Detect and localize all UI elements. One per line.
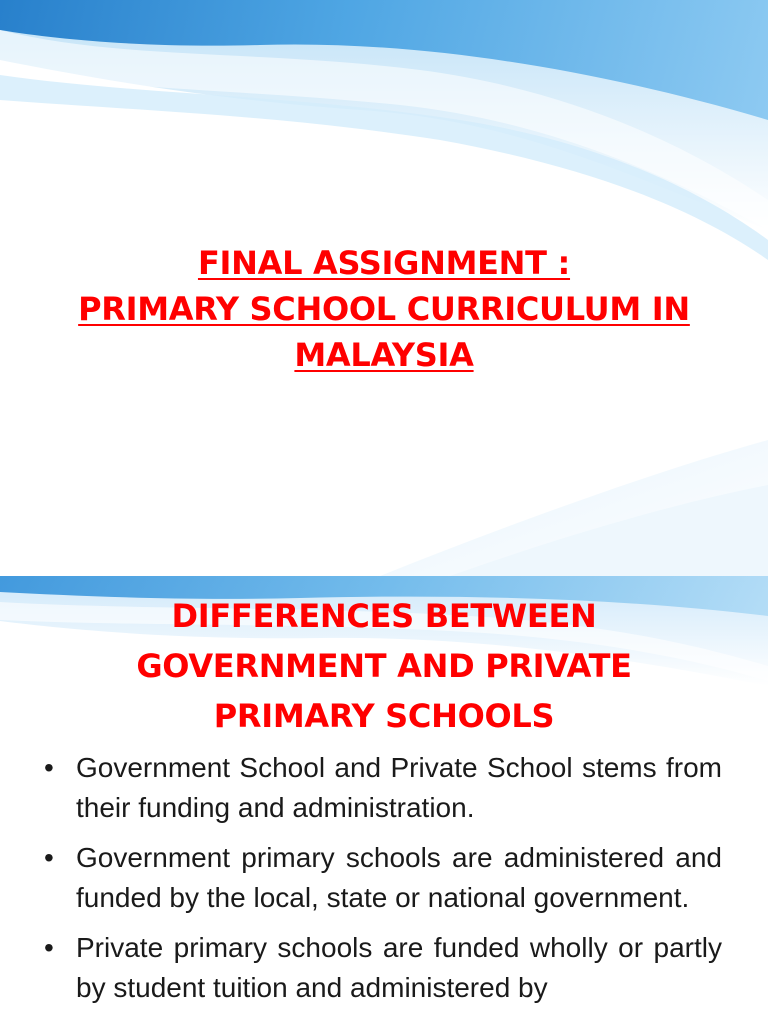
heading-line-1: DIFFERENCES BETWEEN — [171, 597, 597, 635]
list-item — [44, 838, 722, 918]
bullet-icon: • — [44, 932, 54, 963]
bullet-list — [44, 748, 722, 1018]
heading-line-3: PRIMARY SCHOOLS — [213, 697, 555, 735]
bullet-text: Private primary schools are funded wholly or partly by student tuition and administered by — [76, 932, 722, 1003]
slide-title-text — [0, 240, 768, 378]
bullet-icon: • — [44, 842, 54, 873]
list-item — [44, 748, 722, 828]
bullet-text: Government primary schools are administered and funded by the local, state or national government. — [76, 842, 722, 913]
bullet-icon: • — [44, 752, 54, 783]
title-line-1: FINAL ASSIGNMENT : — [197, 244, 571, 282]
slide-heading — [0, 591, 768, 741]
list-item — [44, 928, 722, 1008]
heading-line-2: GOVERNMENT AND PRIVATE — [136, 647, 632, 685]
title-line-2: PRIMARY SCHOOL CURRICULUM IN — [78, 290, 690, 328]
title-line-3: MALAYSIA — [294, 336, 474, 374]
bullet-text: Government School and Private School stems from their funding and administration. — [76, 752, 722, 823]
